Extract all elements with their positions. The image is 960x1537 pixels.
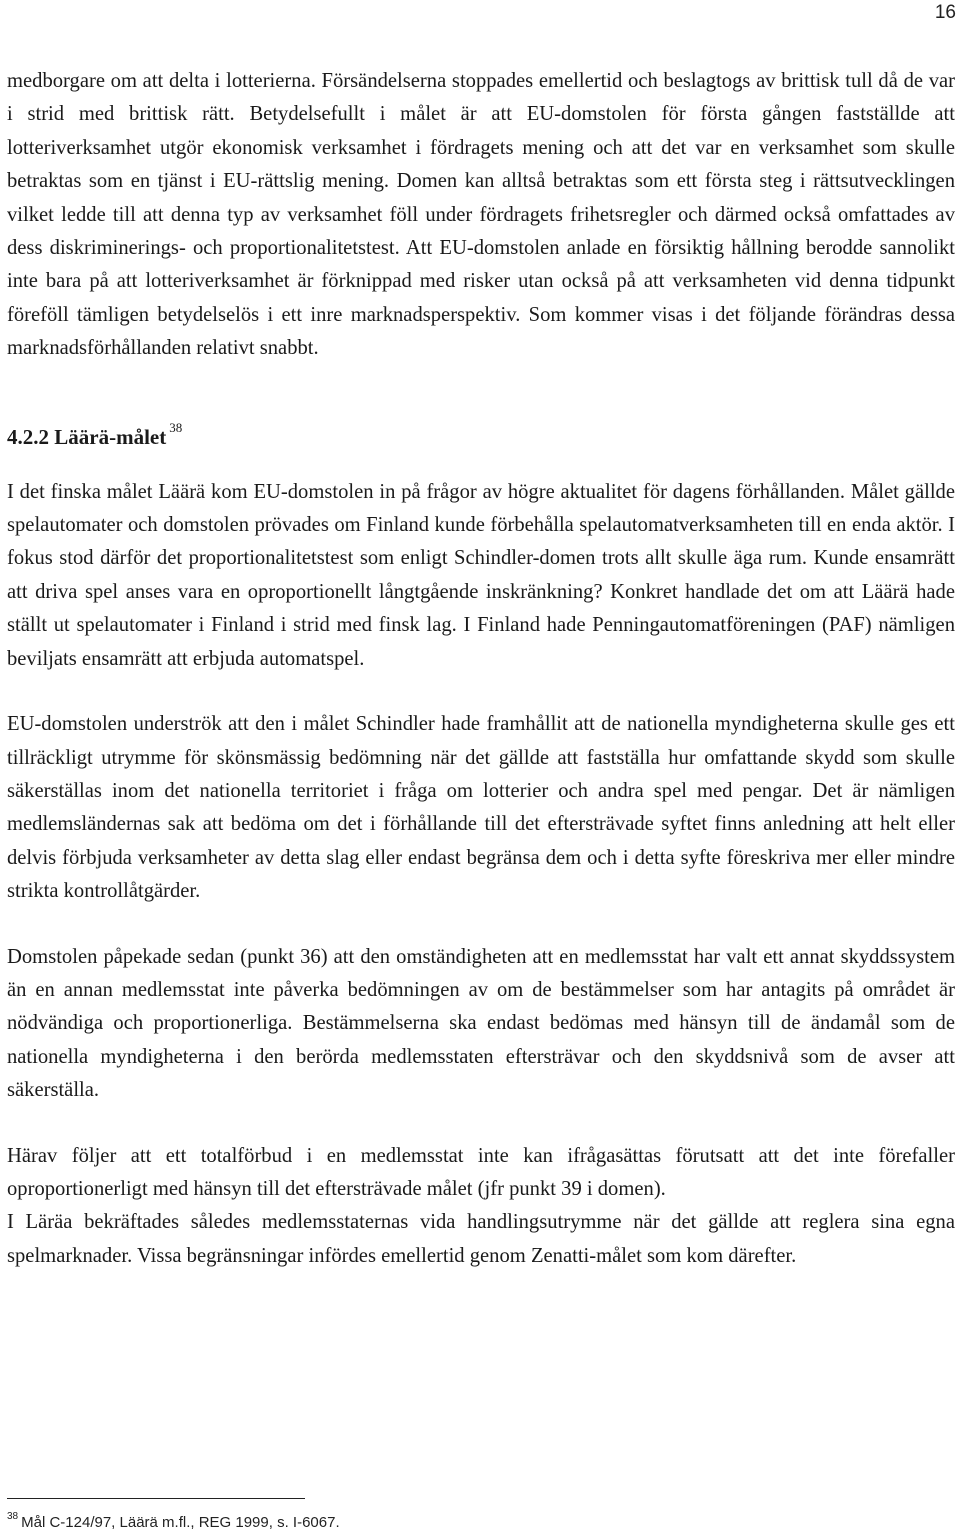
footnote-divider — [7, 1498, 305, 1499]
page-number: 16 — [934, 2, 956, 23]
paragraph-schindler: medborgare om att delta i lotterierna. Försändelserna stoppades emellertid och beslagtogs av brittisk tull då de var i strid med brittisk rätt. Betydelsefullt i målet är att EU-domstolen för första gången fastställde att lotteriverksamhet utgör ekonomisk verksamhet i fördragets mening och att det var en verksamhet som skulle betraktas som en tjänst i EU-rättslig mening. Domen kan alltså betraktas som ett första steg i rättsutvecklingen vilket ledde till att denna typ av verksamhet föll under fördragets frihetsregler och därmed också omfattades av dess diskriminerings- och proportionalitetstest. Att EU-domstolen anlade en försiktig hållning berodde sannolikt inte bara på att lotteriverksamhet är förknippad med risker utan också på att verksamheten vid denna tidpunkt föreföll tämligen betydelselös i ett inre marknadsperspektiv. Som kommer visas i det följande förändras dessa marknadsförhållanden relativt snabbt. — [7, 70, 955, 360]
paragraph-eu-domstolen: EU-domstolen underströk att den i målet Schindler hade framhållit att de nationella myndigheterna skulle ges ett tillräckligt utrymme för skönsmässig bedömning när det gällde att fastställa hur omfattande skydd som skulle säkerställas inom det nationella territoriet i fråga om lotterier och andra spel med pengar. Det är nämligen medlemsländernas sak att bedöma om det i förhållande till det eftersträvade syftet finns anledning att helt eller delvis förbjuda verksamheter av detta slag eller endast begränsa dem och i detta syfte föreskriva mer eller mindre strikta kontrollåtgärder. — [7, 713, 955, 903]
section-heading — [7, 419, 955, 450]
paragraph-conclusion: I Läräa bekräftades således medlemsstaternas vida handlingsutrymme när det gällde att reglera sina egna spelmarknader. Vissa begränsningar infördes emellertid genom Zenatti-målet som kom därefter. — [7, 1211, 955, 1267]
footnote-ref[interactable]: 38 — [169, 419, 183, 435]
heading-text: 4.2.2 Läärä-målet — [7, 424, 167, 449]
paragraph-totalforbud: Härav följer att ett totalförbud i en medlemsstat inte kan ifrågasättas förutsatt att det inte förefaller oproportionerligt med hänsyn till det eftersträvade målet (jfr punkt 39 i domen). — [7, 1144, 955, 1200]
footnote-number: 38 — [7, 1511, 19, 1522]
footnote — [7, 1513, 340, 1531]
footnote-text: Mål C-124/97, Läärä m.fl., REG 1999, s. I-6067. — [21, 1514, 340, 1531]
paragraph-domstolen: Domstolen påpekade sedan (punkt 36) att den omständigheten att en medlemsstat har valt ett annat skyddssystem än en annan medlemsstat inte påverka bedömningen av om de bestämmelser som har antagits på området är nödvändiga och proportionerliga. Bestämmelserna ska endast bedömas med hänsyn till de ändamål som de nationella myndigheterna i den berörda medlemsstaten eftersträvar och den skyddsnivå som de avser att säkerställa. — [7, 945, 955, 1102]
document-body — [7, 65, 955, 1273]
paragraph-laara-intro: I det finska målet Läärä kom EU-domstolen in på frågor av högre aktualitet för dagens förhållanden. Målet gällde spelautomater och domstolen prövades om Finland kunde förbehålla spelautomatverksamheten till en enda aktör. I fokus stod därför det proportionalitetstest som enligt Schindler-domen trots allt skulle äga rum. Kunde ensamrätt att driva spel anses vara en oproportionellt långtgående inskränkning? Konkret handlade det om att Läärä hade ställt ut spelautomater i Finland i strid med finsk lag. I Finland hade Penningautomatföreningen (PAF) nämligen beviljats ensamrätt att erbjuda automatspel. — [7, 480, 955, 670]
